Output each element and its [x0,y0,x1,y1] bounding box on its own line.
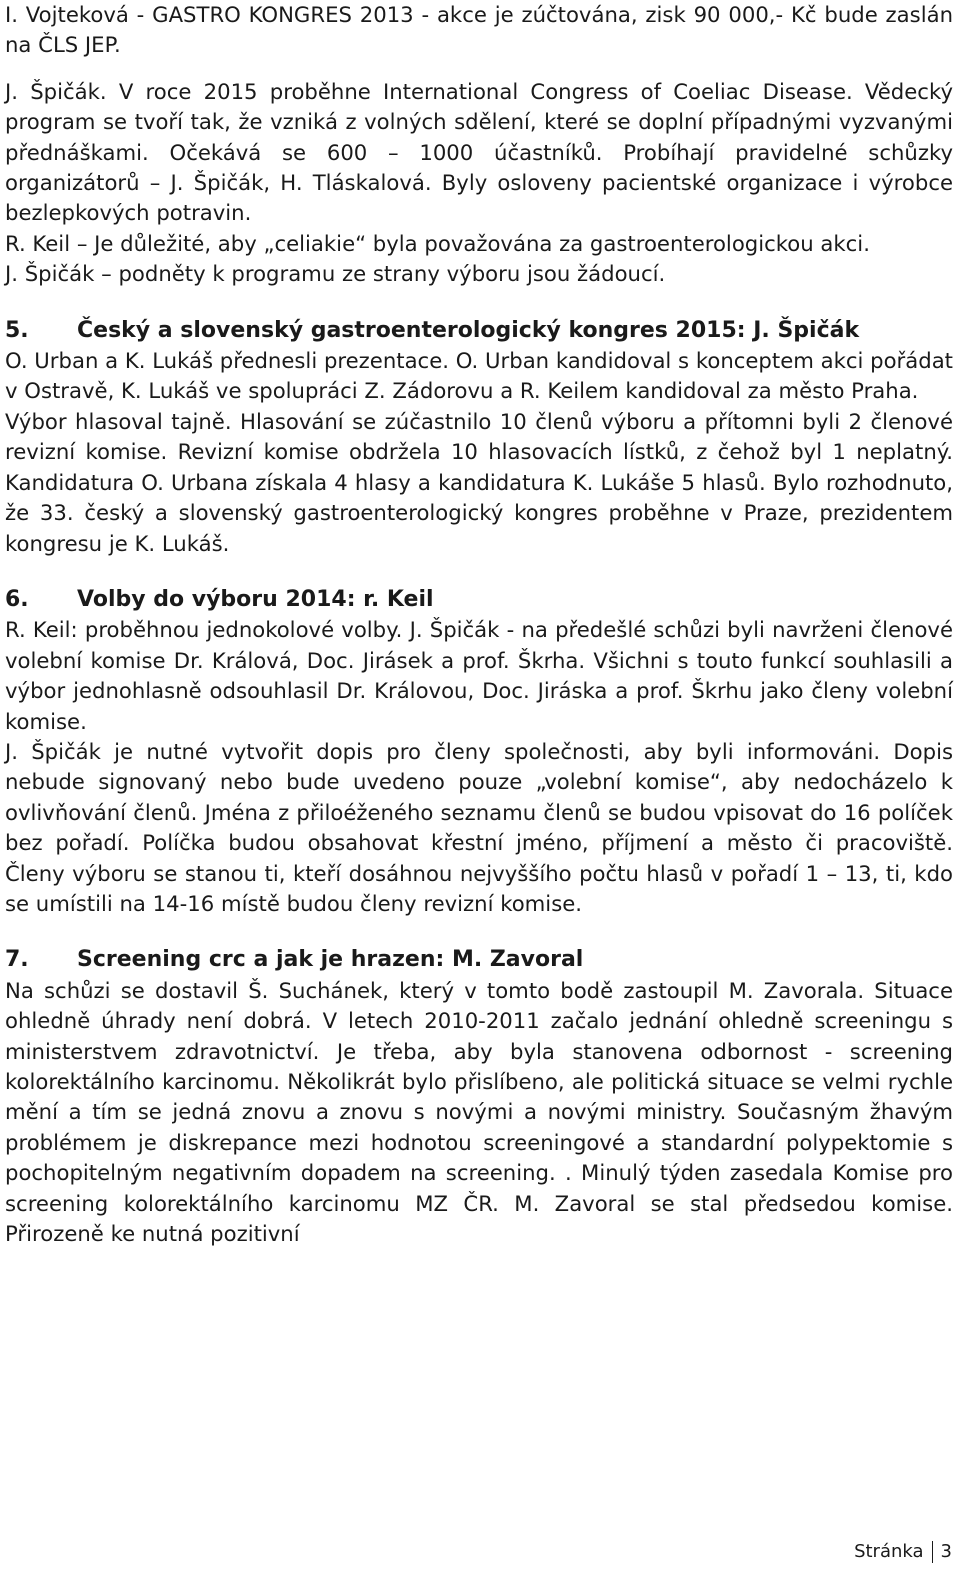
section-title: Český a slovenský gastroenterologický kongres 2015: J. Špičák [77,317,860,343]
paragraph-dopis: J. Špičák je nutné vytvořit dopis pro členy společnosti, aby byli informováni. Dopis nebude signovaný nebo bude uvedeno pouze „volební komise“, aby nedocházelo k ovlivňování členů. Jména z přiloéženého seznamu členů se budou vpisovat do 16 políček bez pořadí. Políčka budou obsahovat křestní jméno, příjmení a město či pracoviště. Členy výboru se stanou ti, kteří dosáhnou nejvyššího počtu hlasů v pořadí 1 – 13, ti, kdo se umístili na 14-16 místě budou členy revizní komise. [5,738,953,916]
paragraph-hlasovani: Výbor hlasoval tajně. Hlasování se zúčastnilo 10 členů výboru a přítomni byli 2 členové revizní komise. Revizní komise obdržela 10 hlasovacích lístků, z čehož byl 1 neplatný. Kandidatura O. Urbana získala 4 hlasy a kandidatura K. Lukáše 5 hlasů. Bylo rozhodnuto, že 33. český a slovenský gastroenterologický kongres proběhne v Praze, prezidentem kongresu je K. Lukáš. [5,408,953,556]
section-heading-6 [5,585,953,615]
section-title: Volby do výboru 2014: r. Keil [77,586,434,612]
paragraph-prezentace: O. Urban a K. Lukáš přednesli prezentace. O. Urban kandidoval s konceptem akci pořádat v Ostravě, K. Lukáš ve spolupráci Z. Zádorovu a R. Keilem kandidoval za město Praha. [5,348,953,404]
footer-divider [932,1541,933,1563]
paragraph-screening: Na schůzi se dostavil Š. Suchánek, který v tomto bodě zastoupil M. Zavorala. Situace ohledně úhrady není dobrá. V letech 2010-2011 začalo jednání ohledně screeningu s ministerstvem zdravotnictví. Je třeba, aby byla stanovena odbornost - screening kolorektálního karcinomu. Několikrát bylo přislíbeno, ale politická situace se velmi rychle mění a tím se jedná znovu a znovu s novými a novými ministry. Současným žhavým problémem je diskrepance mezi hodnotou screeningové a standardní polypektomie s pochopitelným negativním dopadem na screening. . Minulý týden zasedala Komise pro screening kolorektálního karcinomu MZ ČR. M. Zavoral se stal předsedou komise. Přirozeně ke nutná pozitivní [5,977,953,1247]
paragraph-volby: R. Keil: proběhnou jednokolové volby. J. Špičák - na předešlé schůzi byli navrženi členové volební komise Dr. Králová, Doc. Jirásek a prof. Škrha. Všichni s touto funkcí souhlasili a výbor jednohlasně odsouhlasil Dr. Královou, Doc. Jiráska a prof. Škrhu jako členy volební komise. [5,617,953,734]
page-footer [854,1540,952,1564]
paragraph-keil-celiakie: R. Keil – Je důležité, aby „celiakie“ byla považována za gastroenterologickou akci. [5,230,870,256]
section-number: 6. [5,586,29,612]
section-heading-5 [5,316,953,346]
page-label: Stránka [854,1541,924,1562]
paragraph-spicak-podnety: J. Špičák – podněty k programu ze strany výboru jsou žádoucí. [5,261,666,287]
section-number: 7. [5,947,29,973]
section-number: 5. [5,317,29,343]
paragraph-gastro-kongres: I. Vojteková - GASTRO KONGRES 2013 - akce je zúčtována, zisk 90 000,- Kč bude zaslán na ČLS JEP. [5,2,953,58]
document-page [5,0,953,1249]
section-title: Screening crc a jak je hrazen: M. Zavoral [77,947,584,973]
section-heading-7 [5,945,953,975]
paragraph-coeliac-congress: J. Špičák. V roce 2015 proběhne International Congress of Coeliac Disease. Vědecký program se tvoří tak, že vzniká z volných sdělení, které se doplní případnými vyzvanými přednáškami. Očekává se 600 – 1000 účastníků. Probíhají pravidelné schůzky organizátorů – J. Špičák, H. Tláskalová. Byly osloveny pacientské organizace i výrobce bezlepkových potravin. [5,78,953,226]
page-number: 3 [940,1541,952,1562]
